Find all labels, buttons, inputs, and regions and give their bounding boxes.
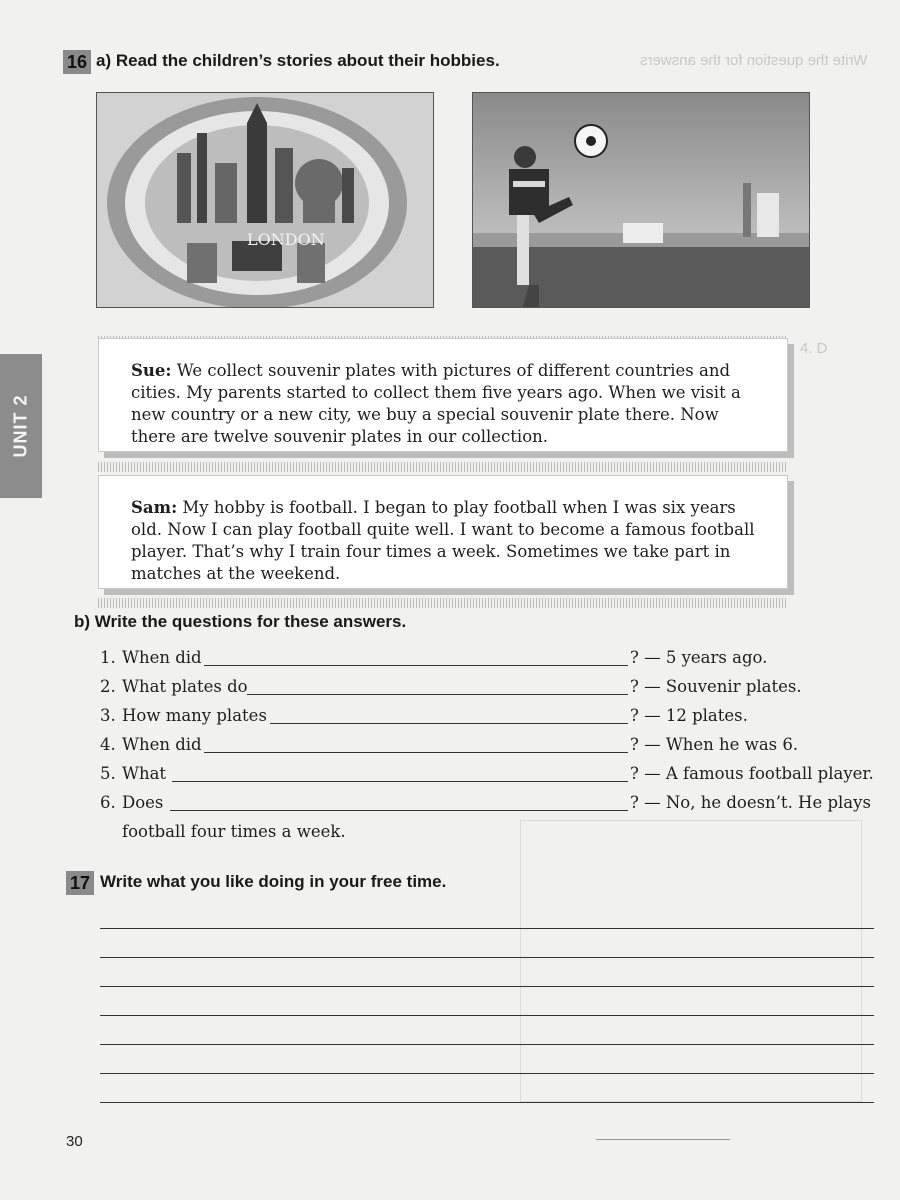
unit-label: UNIT 2 xyxy=(10,394,31,458)
story-author-sue: Sue: xyxy=(131,361,172,380)
writing-line-1[interactable] xyxy=(100,928,874,929)
answer-blank-3[interactable] xyxy=(270,723,628,724)
footballer-photo xyxy=(472,92,810,308)
question-answer: ? — Souvenir plates. xyxy=(630,677,802,696)
story-text-sue xyxy=(99,339,787,448)
show-through-grid xyxy=(520,820,862,1102)
plate-caption: LONDON xyxy=(247,230,325,249)
answer-blank-2[interactable] xyxy=(247,694,628,695)
question-stem: How many plates xyxy=(122,706,267,725)
story-body-sam: My hobby is football. I began to play football when I was six years old. Now I can play football quite well. I want to become a famous football player. That’s why I train four times a week. Sometimes we take part in matches at the weekend. xyxy=(131,498,755,583)
question-answer: ? — 5 years ago. xyxy=(630,648,768,667)
question-answer: ? — No, he doesn’t. He plays xyxy=(630,793,871,812)
story-text-sam xyxy=(99,476,787,585)
question-row-3 xyxy=(100,706,880,730)
story-divider-texture-3 xyxy=(98,598,788,608)
story-card-sam xyxy=(98,475,788,589)
footer-rule xyxy=(596,1139,730,1140)
question-row-5 xyxy=(100,764,880,788)
question-stem: When did xyxy=(122,735,202,754)
question-number: 1. xyxy=(100,648,116,667)
answer-blank-1[interactable] xyxy=(204,665,628,666)
writing-line-4[interactable] xyxy=(100,1015,874,1016)
task-17-number: 17 xyxy=(66,871,94,895)
question-number: 3. xyxy=(100,706,116,725)
show-through-text: Write the question for the answers xyxy=(640,52,868,69)
writing-line-3[interactable] xyxy=(100,986,874,987)
story-divider-texture-2 xyxy=(98,462,788,472)
story-card-sue xyxy=(98,338,788,452)
task-16-number: 16 xyxy=(63,50,91,74)
question-row-2 xyxy=(100,677,880,701)
question-row-1 xyxy=(100,648,880,672)
question-stem: What plates do xyxy=(122,677,248,696)
writing-line-2[interactable] xyxy=(100,957,874,958)
question-answer: ? — When he was 6. xyxy=(630,735,799,754)
writing-line-7[interactable] xyxy=(100,1102,874,1103)
writing-line-5[interactable] xyxy=(100,1044,874,1045)
answer-blank-5[interactable] xyxy=(172,781,628,782)
question-stem: Does xyxy=(122,793,164,812)
page-number: 30 xyxy=(66,1133,83,1150)
question-stem: When did xyxy=(122,648,202,667)
souvenir-plate-photo xyxy=(96,92,434,308)
task-16b-title: b) Write the questions for these answers. xyxy=(74,612,407,631)
story-body-sue: We collect souvenir plates with pictures of different countries and cities. My parents started to collect them five years ago. When we visit a new country or a new city, we buy a special souvenir plate there. Now there are twelve souvenir plates in our collection. xyxy=(131,361,741,446)
story-author-sam: Sam: xyxy=(131,498,178,517)
answer-blank-6[interactable] xyxy=(170,810,628,811)
question-number: 6. xyxy=(100,793,116,812)
writing-line-6[interactable] xyxy=(100,1073,874,1074)
question-number: 2. xyxy=(100,677,116,696)
question-answer: ? — 12 plates. xyxy=(630,706,748,725)
question-row-6 xyxy=(100,793,880,817)
show-through-text-3: 4. D xyxy=(800,340,828,357)
question-stem: What xyxy=(122,764,167,783)
question-6-continuation: football four times a week. xyxy=(122,822,346,841)
task-16-title: a) Read the children’s stories about their hobbies. xyxy=(96,51,500,70)
question-row-4 xyxy=(100,735,880,759)
question-number: 4. xyxy=(100,735,116,754)
question-answer: ? — A famous football player. xyxy=(630,764,874,783)
task-17-title: Write what you like doing in your free time. xyxy=(100,872,447,891)
unit-side-tab xyxy=(0,354,42,498)
answer-blank-4[interactable] xyxy=(204,752,628,753)
question-number: 5. xyxy=(100,764,116,783)
